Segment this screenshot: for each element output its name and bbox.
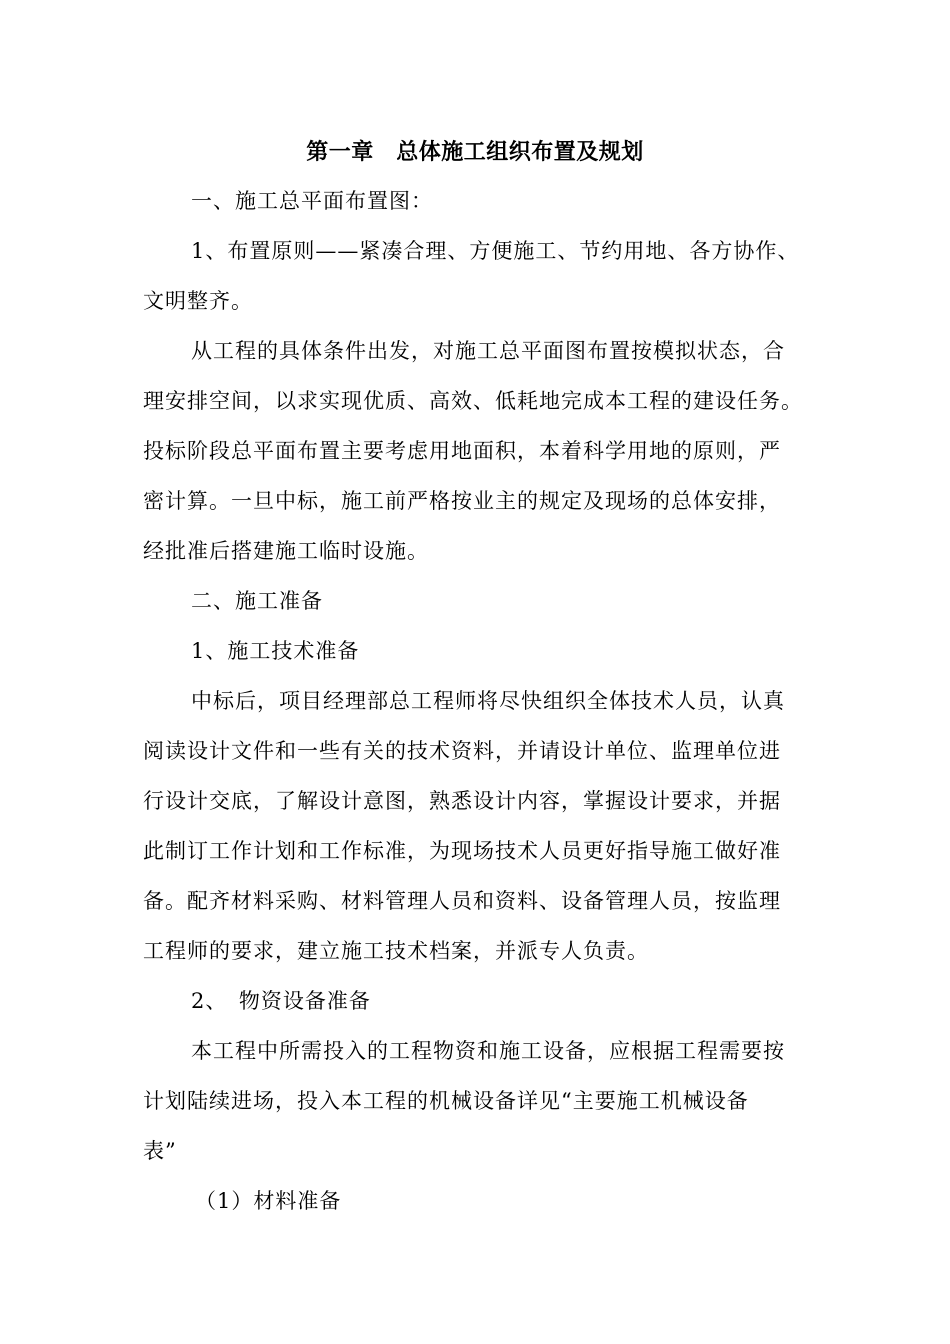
section-1-item-1-line-2: 文明整齐。 — [143, 289, 253, 313]
section-1-item-1-line-1: 1、布置原则——紧凑合理、方便施工、节约用地、各方协作、 — [191, 239, 800, 263]
section-1-paragraph-line: 投标阶段总平面布置主要考虑用地面积，本着科学用地的原则，严 — [143, 439, 781, 463]
section-1-paragraph-line: 经批准后搭建施工临时设施。 — [143, 539, 429, 563]
section-2-paragraph-line: 备。配齐材料采购、材料管理人员和资料、设备管理人员，按监理 — [143, 889, 781, 913]
section-2-paragraph-line: 行设计交底，了解设计意图，熟悉设计内容，掌握设计要求，并据 — [143, 789, 781, 813]
section-2-subitem-1: （1）材料准备 — [195, 1189, 342, 1213]
section-2-paragraph-line: 工程师的要求，建立施工技术档案，并派专人负责。 — [143, 939, 649, 963]
section-2-item-1: 1、施工技术准备 — [191, 639, 360, 663]
section-2-paragraph-line: 此制订工作计划和工作标准，为现场技术人员更好指导施工做好准 — [143, 839, 781, 863]
section-2-paragraph-line: 中标后，项目经理部总工程师将尽快组织全体技术人员，认真 — [191, 689, 785, 713]
section-2-item-2-paragraph-line: 表” — [143, 1139, 177, 1163]
section-1-paragraph-line: 从工程的具体条件出发，对施工总平面图布置按模拟状态，合 — [191, 339, 785, 363]
section-1-paragraph-line: 密计算。一旦中标，施工前严格按业主的规定及现场的总体安排， — [143, 489, 781, 513]
section-2-item-2-paragraph-line: 本工程中所需投入的工程物资和施工设备，应根据工程需要按 — [191, 1039, 785, 1063]
section-2-heading: 二、施工准备 — [191, 589, 323, 613]
section-2-item-2: 2、 物资设备准备 — [191, 989, 371, 1013]
section-1-heading: 一、施工总平面布置图： — [191, 189, 433, 213]
section-2-item-2-paragraph-line: 计划陆续进场，投入本工程的机械设备详见“主要施工机械设备 — [143, 1089, 749, 1113]
section-2-paragraph-line: 阅读设计文件和一些有关的技术资料，并请设计单位、监理单位进 — [143, 739, 781, 763]
section-1-paragraph-line: 理安排空间，以求实现优质、高效、低耗地完成本工程的建设任务。 — [143, 389, 803, 413]
chapter-title: 第一章 总体施工组织布置及规划 — [306, 139, 644, 165]
